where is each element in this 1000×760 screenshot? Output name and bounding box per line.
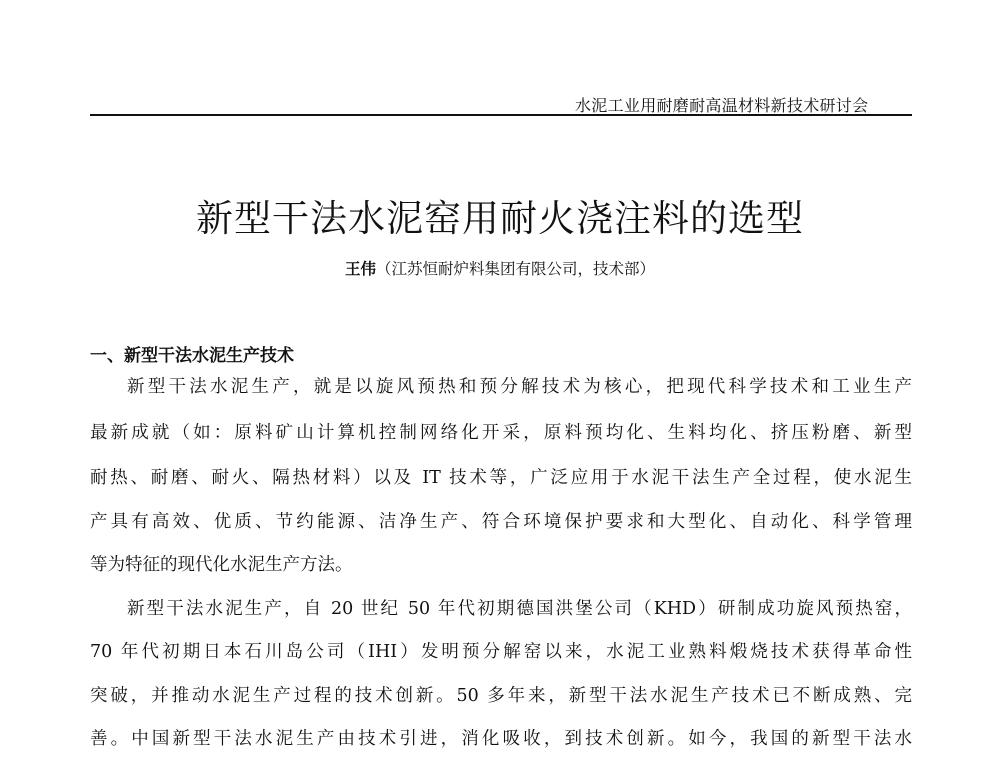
paragraph-line: 善。中国新型干法水泥生产由技术引进，消化吸收，到技术创新。如今，我国的新型干法水 [90, 729, 912, 749]
paragraph-line: 等为特征的现代化水泥生产方法。 [90, 555, 353, 575]
section-heading: 一、新型干法水泥生产技术 [90, 346, 294, 366]
author-line [0, 257, 1000, 279]
paragraph-line: 最新成就（如：原料矿山计算机控制网络化开采，原料预均化、生料均化、挤压粉磨、新型 [90, 423, 912, 443]
author-affiliation: （江苏恒耐炉料集团有限公司，技术部） [376, 260, 656, 278]
paragraph-line: 新型干法水泥生产，自 20 世纪 50 年代初期德国洪堡公司（KHD）研制成功旋风预热窑， [127, 599, 912, 619]
paragraph-line: 70 年代初期日本石川岛公司（IHI）发明预分解窑以来，水泥工业熟料煅烧技术获得革命性 [90, 642, 912, 662]
author-name: 王伟 [344, 259, 376, 278]
paragraph-line: 突破，并推动水泥生产过程的技术创新。50 多年来，新型干法水泥生产技术已不断成熟、完 [90, 686, 912, 706]
paragraph-line: 新型干法水泥生产，就是以旋风预热和预分解技术为核心，把现代科学技术和工业生产 [127, 377, 912, 397]
header-rule [90, 114, 912, 116]
running-header: 水泥工业用耐磨耐高温材料新技术研讨会 [575, 96, 869, 115]
article-title: 新型干法水泥窑用耐火浇注料的选型 [196, 197, 804, 240]
paragraph-line: 耐热、耐磨、耐火、隔热材料）以及 IT 技术等，广泛应用于水泥干法生产全过程，使水泥生 [90, 468, 912, 488]
paragraph-line: 产具有高效、优质、节约能源、洁净生产、符合环境保护要求和大型化、自动化、科学管理 [90, 512, 912, 532]
